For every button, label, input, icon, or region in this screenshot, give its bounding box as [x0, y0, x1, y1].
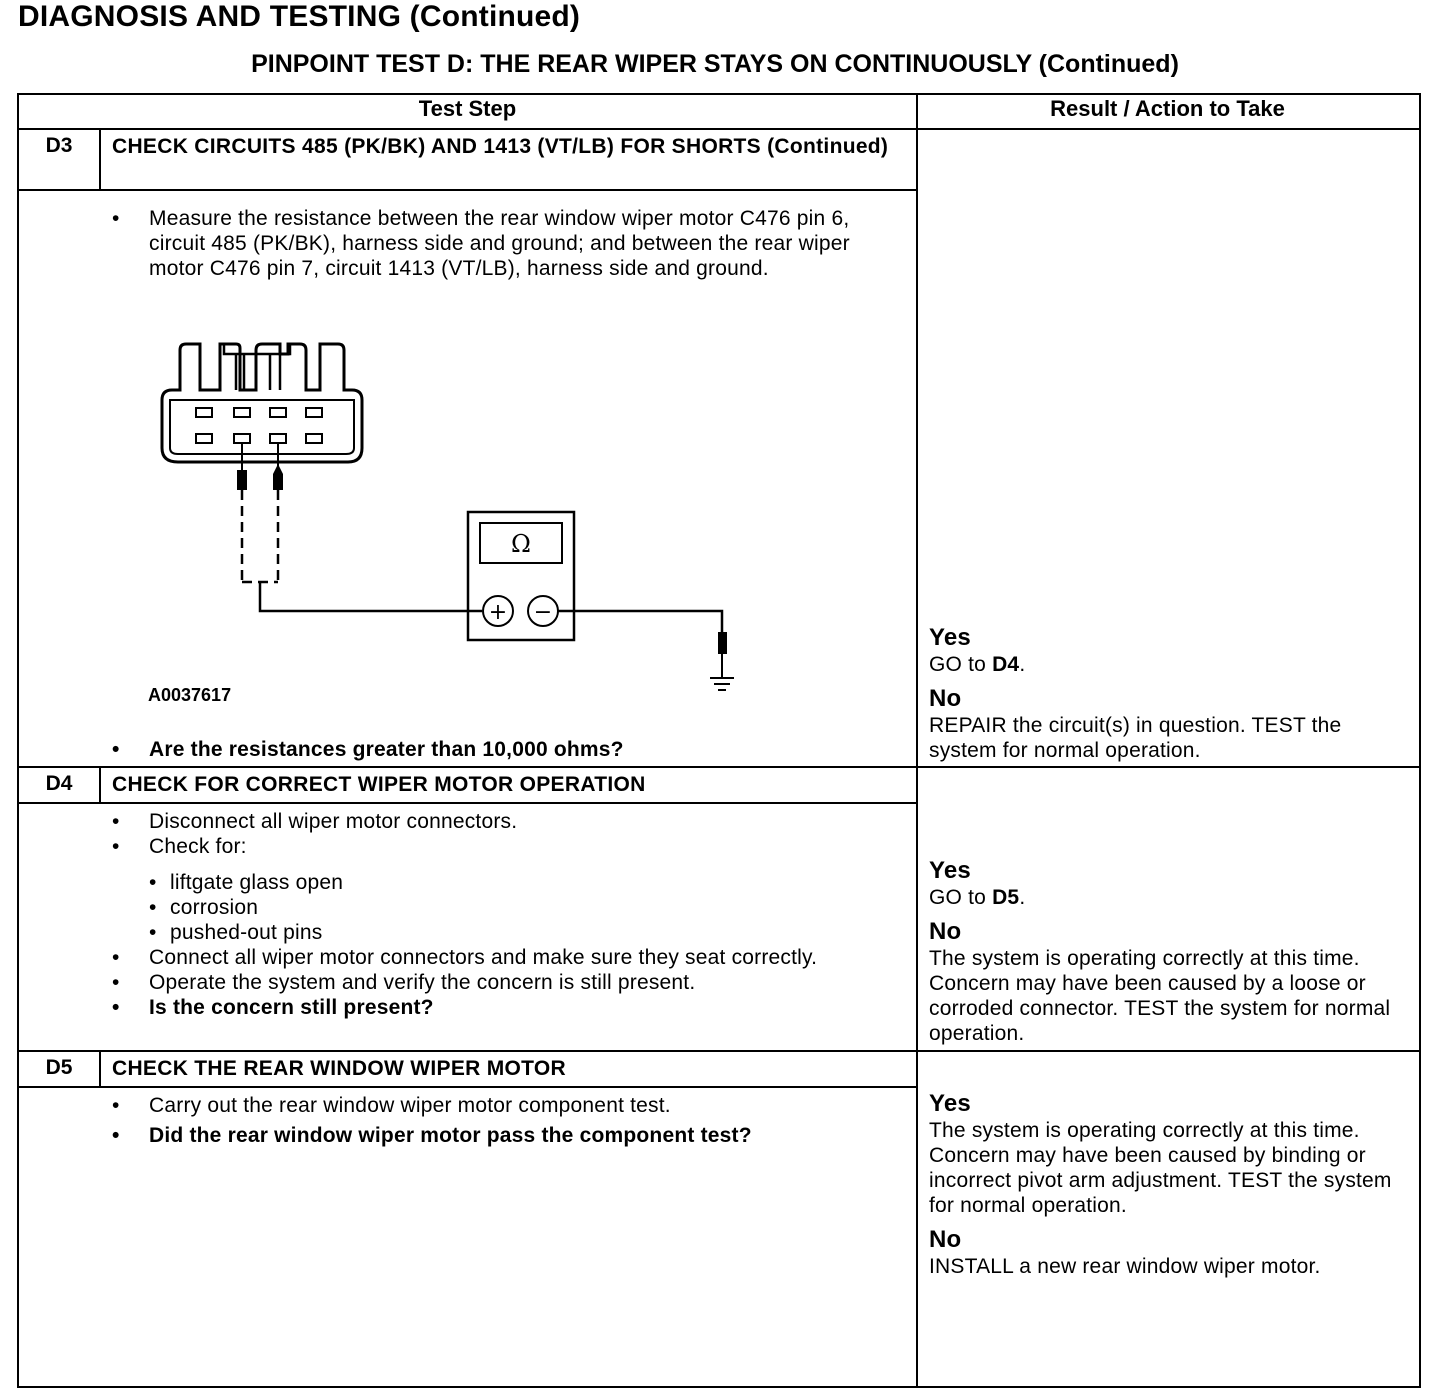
list-item [112, 834, 892, 859]
column-header-test-step: Test Step [418, 96, 517, 121]
step-d3-question [112, 737, 892, 762]
step-divider [17, 1050, 1419, 1052]
step-title-d5: CHECK THE REAR WINDOW WIPER MOTOR [112, 1057, 566, 1080]
step-title-d3: CHECK CIRCUITS 485 (PK/BK) AND 1413 (VT/LB) FOR SHORTS (Continued) [112, 135, 889, 158]
step-id-divider [99, 1050, 101, 1087]
action-text: GO to [929, 886, 993, 909]
action-text: GO to [929, 653, 993, 676]
probe-tip [273, 464, 283, 474]
step-id-divider [99, 766, 101, 803]
sub-item-text: liftgate glass open [170, 871, 344, 894]
sub-list-item [112, 895, 892, 920]
ground-probe [718, 632, 727, 654]
step-d4-instructions [112, 809, 892, 1020]
list-item [112, 1123, 892, 1148]
page-title: DIAGNOSIS AND TESTING (Continued) [18, 0, 581, 33]
bullet-glyph: • [112, 946, 120, 969]
step-id-d4: D4 [45, 772, 73, 795]
probe-tip [237, 470, 247, 490]
result-no-label: No [929, 685, 962, 712]
probe-tip [273, 474, 283, 490]
result-yes-label: Yes [929, 857, 971, 884]
list-item [112, 970, 892, 995]
pinpoint-test-title: PINPOINT TEST D: THE REAR WIPER STAYS ON CONTINUOUSLY (Continued) [251, 50, 1179, 78]
bullet-glyph: • [112, 996, 120, 1019]
instruction-text: Carry out the rear window wiper motor component test. [149, 1094, 671, 1117]
bullet-glyph: • [149, 871, 157, 894]
instruction-text: Check for: [149, 835, 247, 858]
bullet-glyph: • [112, 810, 120, 833]
connector-c476-outline [162, 344, 362, 462]
pin-cavity-6 [234, 434, 250, 443]
minus-symbol: − [533, 600, 553, 625]
step-title-divider [17, 189, 917, 191]
list-item [112, 1093, 892, 1118]
meter-lead-positive [260, 582, 482, 611]
question-text: Are the resistances greater than 10,000 ohms? [149, 738, 624, 761]
pin-cavity-7 [270, 434, 286, 443]
step-d3-instructions [112, 206, 892, 281]
result-d3 [929, 624, 1409, 763]
header-divider [17, 128, 1419, 130]
pin-cavity [234, 408, 250, 417]
step-d5-instructions [112, 1093, 892, 1148]
pin-cavity [306, 434, 322, 443]
result-no-action: The system is operating correctly at this time. Concern may have been caused by a loose or corroded connector. TEST the system for normal operation. [929, 947, 1391, 1045]
sub-list-item [112, 920, 892, 945]
bullet-glyph: • [149, 896, 157, 919]
ohmmeter-connector-figure [140, 330, 760, 720]
figure-id: A0037617 [148, 685, 232, 705]
step-id-d5: D5 [45, 1056, 73, 1079]
list-item [112, 206, 892, 281]
sub-list-item [112, 870, 892, 895]
result-no-label: No [929, 918, 962, 945]
plus-symbol: + [488, 600, 508, 625]
goto-step-link[interactable]: D4 [992, 653, 1020, 676]
result-yes-action: The system is operating correctly at this time. Concern may have been caused by binding or incorrect pivot arm adjustment. TEST the system for normal operation. [929, 1119, 1392, 1217]
list-item [112, 809, 892, 834]
result-yes-action [929, 652, 1409, 677]
pin-cavity [306, 408, 322, 417]
result-no-action: INSTALL a new rear window wiper motor. [929, 1255, 1321, 1278]
meter-lead-negative [558, 611, 722, 632]
connector-diagram [140, 330, 760, 720]
goto-step-link[interactable]: D5 [992, 886, 1020, 909]
column-divider [916, 93, 918, 1386]
action-text: . [1019, 886, 1026, 909]
result-d4 [929, 857, 1409, 1046]
pin-cavity [196, 434, 212, 443]
bullet-glyph: • [112, 1124, 120, 1147]
instruction-text: Disconnect all wiper motor connectors. [149, 810, 518, 833]
ohm-symbol: Ω [511, 530, 531, 558]
pin-cavity [270, 408, 286, 417]
step-title-divider [17, 802, 917, 804]
result-yes-label: Yes [929, 1090, 971, 1117]
action-text: . [1019, 653, 1026, 676]
bullet-glyph: • [112, 207, 120, 230]
sub-item-text: pushed-out pins [170, 921, 323, 944]
result-d5 [929, 1090, 1409, 1279]
list-item [112, 945, 892, 970]
step-id-d3: D3 [45, 134, 73, 157]
instruction-text: Measure the resistance between the rear window wiper motor C476 pin 6, circuit 485 (PK/BK), harness side and ground; and between the rear wiper motor C476 pin 7, circuit 1413 (VT/LB), harness side and ground. [149, 207, 850, 280]
result-yes-label: Yes [929, 624, 971, 651]
step-title-d4: CHECK FOR CORRECT WIPER MOTOR OPERATION [112, 773, 646, 796]
instruction-text: Operate the system and verify the concern is still present. [149, 971, 696, 994]
bullet-glyph: • [149, 921, 157, 944]
sub-item-text: corrosion [170, 896, 259, 919]
bullet-glyph: • [112, 835, 120, 858]
list-item [112, 995, 892, 1020]
bullet-glyph: • [112, 1094, 120, 1117]
bullet-glyph: • [112, 971, 120, 994]
pin-cavity [196, 408, 212, 417]
result-no-action: REPAIR the circuit(s) in question. TEST the system for normal operation. [929, 714, 1342, 762]
step-divider [17, 766, 1419, 768]
step-title-divider [17, 1086, 917, 1088]
column-header-result: Result / Action to Take [1050, 96, 1285, 121]
list-item [112, 737, 892, 762]
question-text: Is the concern still present? [149, 996, 434, 1019]
instruction-text: Connect all wiper motor connectors and make sure they seat correctly. [149, 946, 818, 969]
result-no-label: No [929, 1226, 962, 1253]
result-yes-action [929, 885, 1409, 910]
bullet-glyph: • [112, 738, 120, 761]
step-id-divider [99, 128, 101, 190]
question-text: Did the rear window wiper motor pass the component test? [149, 1124, 752, 1147]
